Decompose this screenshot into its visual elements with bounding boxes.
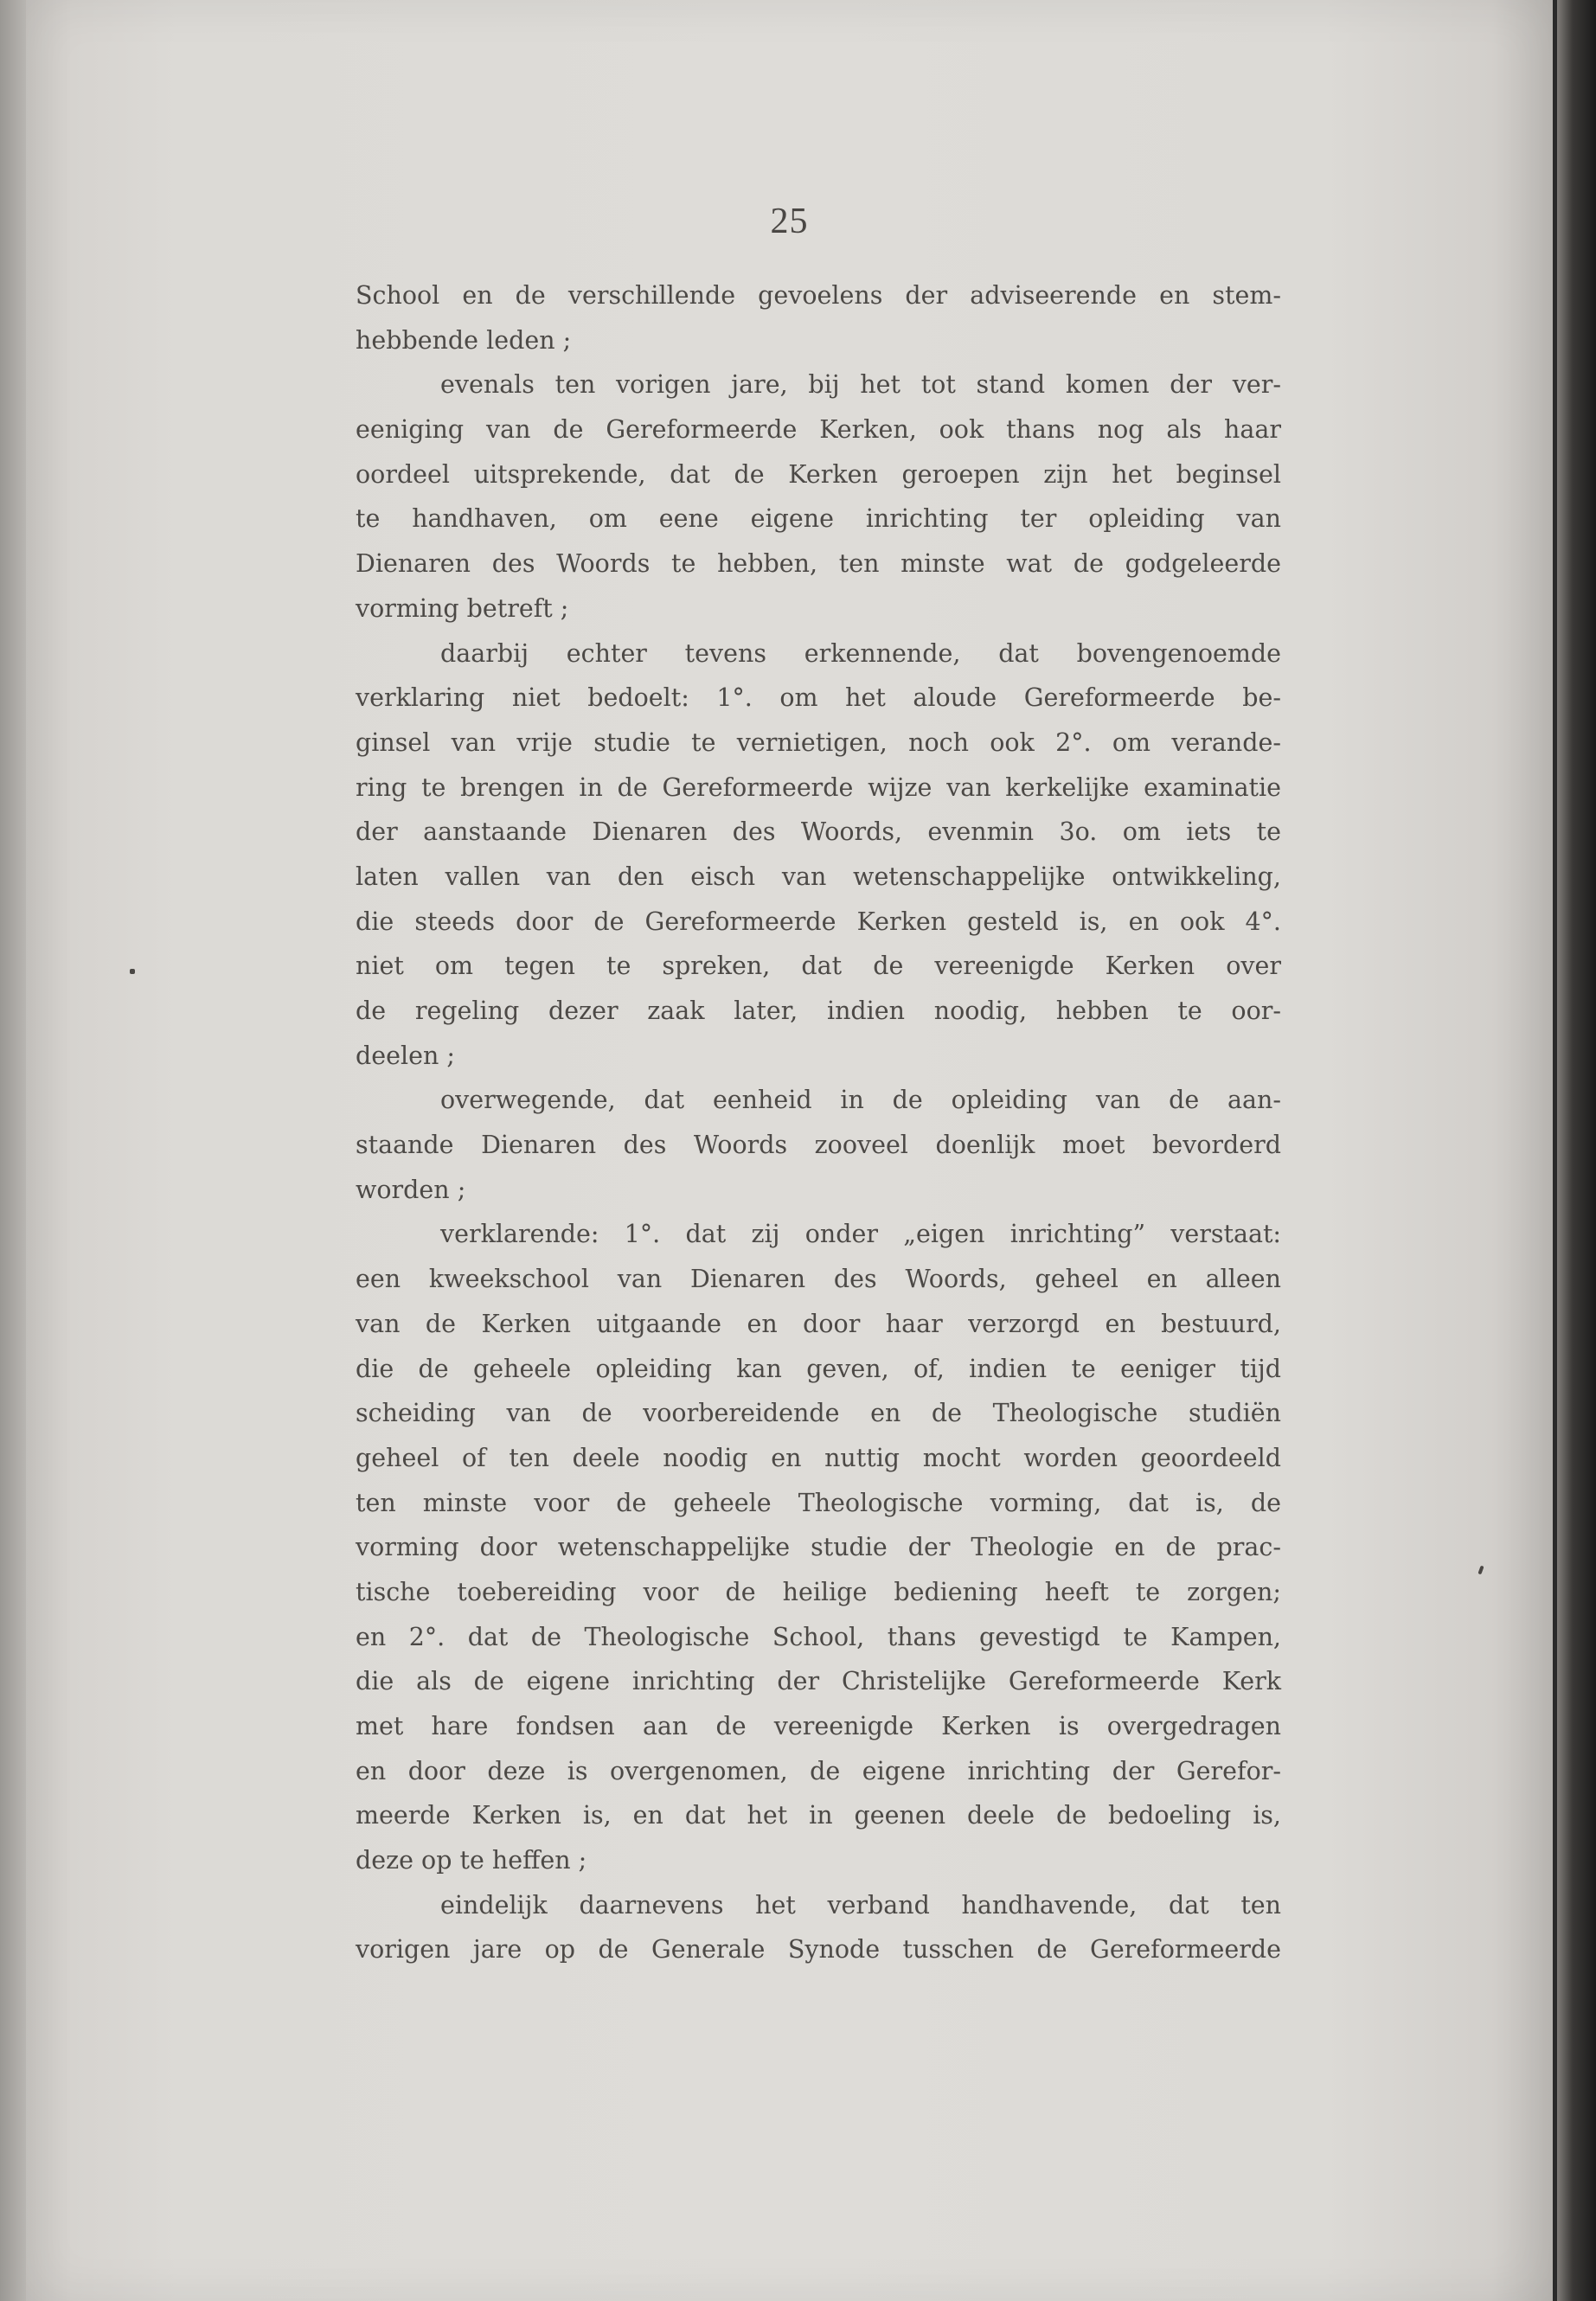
book-spine-shadow: [1557, 0, 1596, 2301]
text-line: van de Kerken uitgaande en door haar verzorgd en bestuurd,: [356, 1309, 1281, 1338]
text-line: deelen ;: [356, 1041, 455, 1070]
text-line: ginsel van vrije studie te vernietigen, noch ook 2°. om verande-: [356, 727, 1281, 757]
text-line: meerde Kerken is, en dat het in geenen deele de bedoeling is,: [356, 1801, 1281, 1830]
page-number: 25: [770, 202, 809, 241]
text-line: geheel of ten deele noodig en nuttig mocht worden geoordeeld: [356, 1443, 1281, 1472]
text-line: evenals ten vorigen jare, bij het tot stand komen der ver-: [440, 370, 1281, 400]
ink-speck: [1477, 1566, 1484, 1575]
text-line: die als de eigene inrichting der Christelijke Gereformeerde Kerk: [356, 1667, 1281, 1696]
text-line: niet om tegen te spreken, dat de vereenigde Kerken over: [356, 952, 1281, 981]
page-left-edge: [0, 0, 26, 2301]
text-line: oordeel uitsprekende, dat de Kerken geroepen zijn het beginsel: [356, 459, 1281, 489]
text-line: een kweekschool van Dienaren des Woords, geheel en alleen: [356, 1265, 1281, 1294]
text-line: deze op te heffen ;: [356, 1846, 587, 1875]
text-line: daarbij echter tevens erkennende, dat bovengenoemde: [440, 638, 1281, 668]
text-line: verklarende: 1°. dat zij onder „eigen inrichting” verstaat:: [440, 1220, 1281, 1249]
text-line: overwegende, dat eenheid in de opleiding van de aan-: [440, 1086, 1281, 1115]
text-line: die steeds door de Gereformeerde Kerken gesteld is, en ook 4°.: [356, 907, 1281, 936]
text-line: en 2°. dat de Theologische School, thans gevestigd te Kampen,: [356, 1622, 1281, 1651]
text-line: vorigen jare op de Generale Synode tusschen de Gereformeerde: [356, 1935, 1281, 1965]
text-line: eindelijk daarnevens het verband handhavende, dat ten: [440, 1890, 1281, 1920]
text-line: scheiding van de voorbereidende en de Theologische studiën: [356, 1399, 1281, 1428]
text-line: die de geheele opleiding kan geven, of, indien te eeniger tijd: [356, 1354, 1281, 1383]
text-line: hebbende leden ;: [356, 325, 572, 355]
text-line: met hare fondsen aan de vereenigde Kerken is overgedragen: [356, 1712, 1281, 1740]
body-text: [356, 273, 1281, 1972]
text-line: der aanstaande Dienaren des Woords, evenmin 3o. om iets te: [356, 817, 1281, 847]
text-line: staande Dienaren des Woords zooveel doenlijk moet bevorderd: [356, 1131, 1281, 1160]
text-line: de regeling dezer zaak later, indien noodig, hebben te oor-: [356, 997, 1281, 1025]
text-line: tische toebereiding voor de heilige bediening heeft te zorgen;: [356, 1577, 1281, 1606]
scanned-page: [26, 0, 1553, 2301]
text-line: te handhaven, om eene eigene inrichting ter opleiding van: [356, 504, 1281, 534]
text-line: vorming door wetenschappelijke studie der Theologie en de prac-: [356, 1533, 1281, 1562]
text-line: Dienaren des Woords te hebben, ten minste wat de godgeleerde: [356, 549, 1281, 579]
text-line: ten minste voor de geheele Theologische vorming, dat is, de: [356, 1488, 1281, 1517]
text-line: worden ;: [356, 1175, 466, 1204]
text-line: School en de verschillende gevoelens der adviseerende en stem-: [356, 281, 1281, 310]
text-line: en door deze is overgenomen, de eigene inrichting der Gerefor-: [356, 1756, 1281, 1785]
text-line: vorming betreft ;: [356, 593, 569, 623]
text-line: eeniging van de Gereformeerde Kerken, ook thans nog als haar: [356, 415, 1281, 445]
text-line: ring te brengen in de Gereformeerde wijze van kerkelijke examinatie: [356, 772, 1281, 802]
text-line: verklaring niet bedoelt: 1°. om het aloude Gereformeerde be-: [356, 683, 1281, 713]
ink-speck: [130, 969, 135, 974]
text-line: laten vallen van den eisch van wetenschappelijke ontwikkeling,: [356, 862, 1281, 891]
